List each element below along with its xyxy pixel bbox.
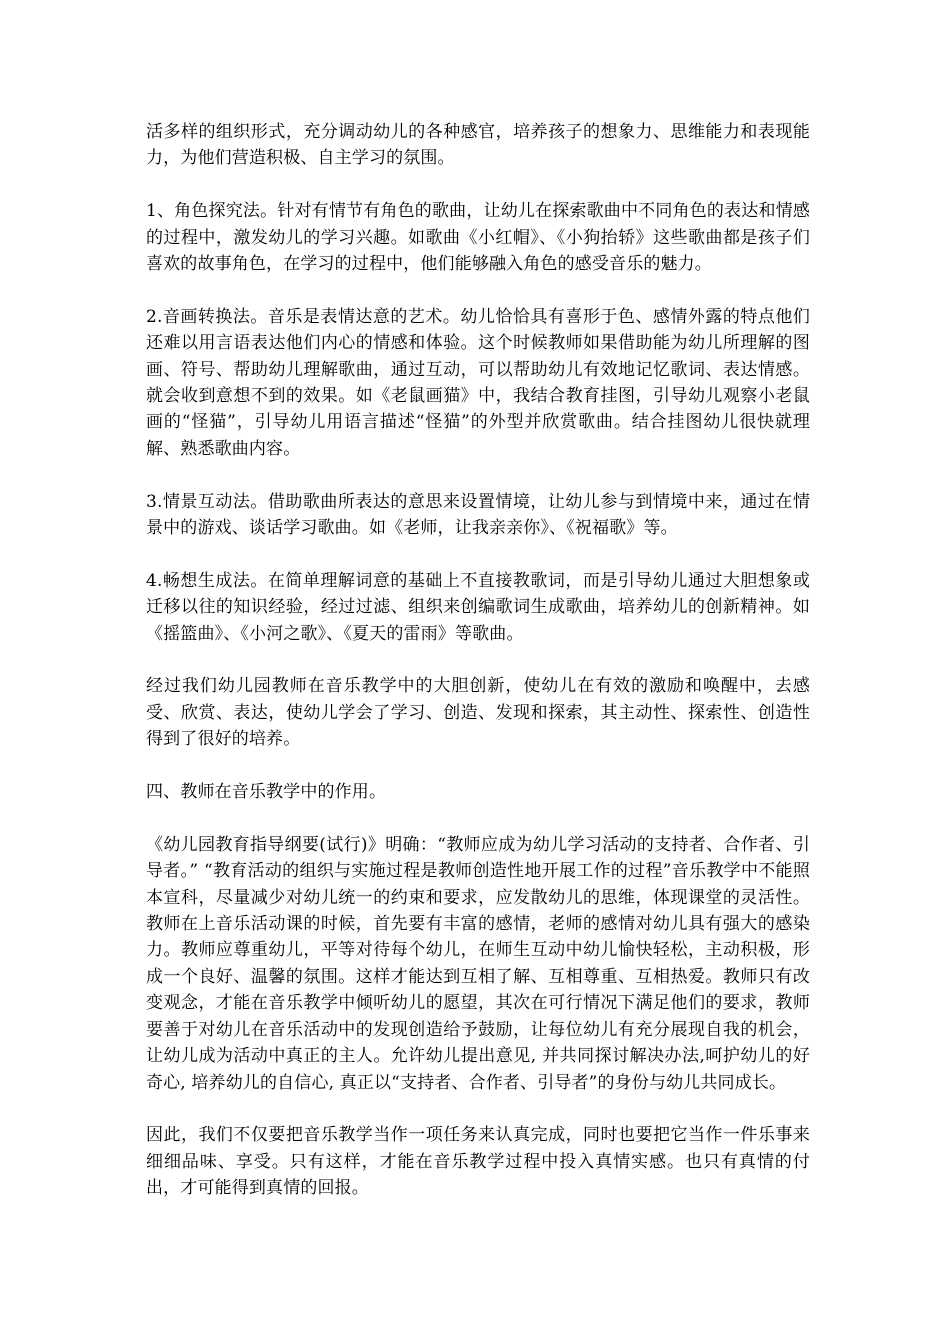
paragraph-role-exploration-method: 1、角色探究法。针对有情节有角色的歌曲，让幼儿在探索歌曲中不同角色的表达和情感的过程中，激发幼儿的学习兴趣。如歌曲《小红帽》、《小狗抬轿》这些歌曲都是孩子们喜欢的故事角色，在学习的过程中，他们能够融入角色的感受音乐的魅力。 <box>146 201 810 275</box>
paragraph-imagination-method: 4.畅想生成法。在简单理解词意的基础上不直接教歌词，而是引导幼儿通过大胆想象或迁移以往的知识经验，经过过滤、组织来创编歌词生成歌曲，培养幼儿的创新精神。如《摇篮曲》、《小河之歌》、《夏天的雷雨》等歌曲。 <box>146 570 810 644</box>
paragraph-teacher-role: 《幼儿园教育指导纲要(试行)》明确：“教师应成为幼儿学习活动的支持者、合作者、引导者。” “教育活动的组织与实施过程是教师创造性地开展工作的过程”音乐教学中不能照本宣科，尽量减少对幼儿统一的约束和要求，应发散幼儿的思维，体现课堂的灵活性。教师在上音乐活动课的时候，首先要有丰富的感情，老师的感情对幼儿具有强大的感染力。教师应尊重幼儿，平等对待每个幼儿，在师生互动中幼儿愉快轻松，主动积极，形成一个良好、温馨的氛围。这样才能达到互相了解、互相尊重、互相热爱。教师只有改变观念，才能在音乐教学中倾听幼儿的愿望，其次在可行情况下满足他们的要求，教师要善于对幼儿在音乐活动中的发现创造给予鼓励，让每位幼儿有充分展现自我的机会，让幼儿成为活动中真正的主人。允许幼儿提出意见, 并共同探讨解决办法,呵护幼儿的好奇心, 培养幼儿的自信心, 真正以“支持者、合作者、引导者”的身份与幼儿共同成长。 <box>146 834 810 1093</box>
paragraph-scene-interaction-method: 3.情景互动法。借助歌曲所表达的意思来设置情境，让幼儿参与到情境中来，通过在情景中的游戏、谈话学习歌曲。如《老师，让我亲亲你》、《祝福歌》等。 <box>146 491 810 539</box>
document-body <box>146 119 810 1228</box>
paragraph-intro-continuation: 活多样的组织形式，充分调动幼儿的各种感官，培养孩子的想象力、思维能力和表现能力，为他们营造积极、自主学习的氛围。 <box>146 122 810 169</box>
paragraph-summary: 经过我们幼儿园教师在音乐教学中的大胆创新，使幼儿在有效的激励和唤醒中，去感受、欣赏、表达，使幼儿学会了学习、创造、发现和探索，其主动性、探索性、创造性得到了很好的培养。 <box>146 676 810 750</box>
section-heading-teacher-role: 四、教师在音乐教学中的作用。 <box>146 782 387 803</box>
paragraph-conclusion: 因此，我们不仅要把音乐教学当作一项任务来认真完成，同时也要把它当作一件乐事来细细品味、享受。只有这样，才能在音乐教学过程中投入真情实感。也只有真情的付出，才可能得到真情的回报。 <box>146 1125 810 1199</box>
paragraph-sound-picture-method: 2.音画转换法。音乐是表情达意的艺术。幼儿恰恰具有喜形于色、感情外露的特点他们还难以用言语表达他们内心的情感和体验。这个时候教师如果借助能为幼儿所理解的图画、符号、帮助幼儿理解歌曲，通过互动，可以帮助幼儿有效地记忆歌词、表达情感。就会收到意想不到的效果。如《老鼠画猫》中，我结合教育挂图，引导幼儿观察小老鼠画的“怪猫”，引导幼儿用语言描述“怪猫”的外型并欣赏歌曲。结合挂图幼儿很快就理解、熟悉歌曲内容。 <box>146 306 810 459</box>
